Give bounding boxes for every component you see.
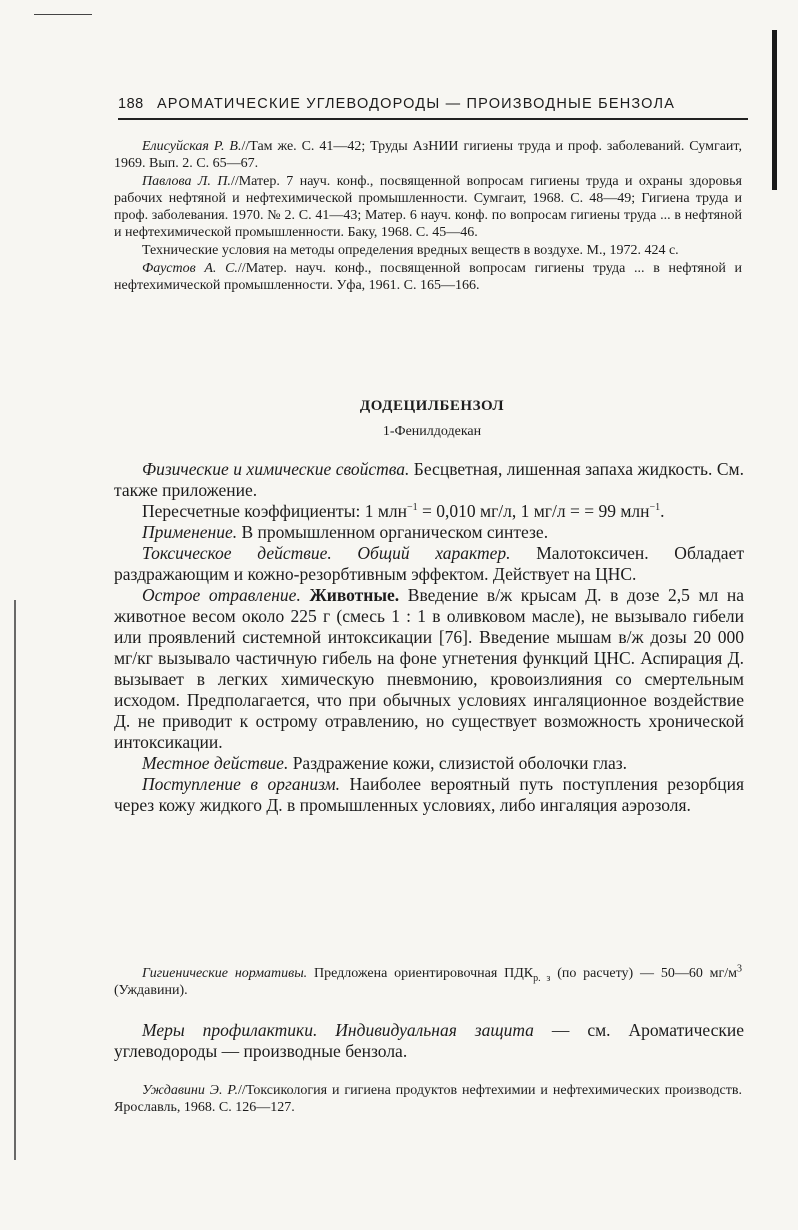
header-rule <box>118 118 748 120</box>
reference-item <box>114 138 742 172</box>
paragraph-properties <box>114 459 744 501</box>
reference-text: //Матер. 7 науч. конф., посвященной вопросам гигиены труда и охраны здоровья рабочих нефтяной и нефтехимической промышленности. Сумгаит, 1968. С. 48—49; Гигиена труда и проф. заболевания. 1970. № 2. С. 41—43; Матер. 6 науч. конф. по вопросам гигиены труда ... в нефтяной и нефтехимической промышленности. Баку, 1968. С. 45—46. <box>114 174 742 240</box>
reference-author: Фаустов А. С. <box>142 261 238 276</box>
paragraph-acute <box>114 585 744 753</box>
reference-item <box>114 242 742 259</box>
scan-artifact-top <box>34 14 92 15</box>
reference-text: //Токсикология и гигиена продуктов нефтехимии и нефтехимических производств. Ярославль, 1968. С. 126—127. <box>114 1083 742 1115</box>
norms-text-a: Предложена ориентировочная ПДК <box>307 966 534 981</box>
paragraph-application <box>114 522 744 543</box>
heading-toxic: Токсическое действие. Общий характер. <box>142 543 511 563</box>
hygiene-norms <box>114 965 742 999</box>
text-prophylaxis: — см. Ароматические углеводороды — производные бензола. <box>114 1020 744 1061</box>
paragraph-local <box>114 753 744 774</box>
heading-prophylaxis: Меры профилактики. Индивидуальная защита <box>142 1020 534 1040</box>
text-properties: Бесцветная, лишенная запаха жидкость. См. также приложение. <box>114 459 744 500</box>
paragraph-toxic <box>114 543 744 585</box>
conversion-text-b: = 0,010 мг/л, 1 мг/л = = 99 млн <box>417 501 650 521</box>
reference-author: Елисуйская Р. В. <box>142 139 242 154</box>
heading-application: Применение. <box>142 522 238 542</box>
prophylaxis <box>114 1020 744 1062</box>
norms-sup: 3 <box>737 963 742 975</box>
text-acute: Введение в/ж крысам Д. в дозе 2,5 мл на животное весом около 225 г (смесь 1 : 1 в оливковом масле), не вызывало гибели или проявлений системной интоксикации [76]. Введение мышам в/ж дозы 20 000 мг/кг вызывало частичную гибель на фоне угнетения функций ЦНС. Аспирация Д. вызывает в легких химическую пневмонию, кровоизлияния со смертельным исходом. Предполагается, что при обычных условиях ингаляционное воздействие Д. не приводит к острому отравлению, но существует возможность хронической интоксикации. <box>114 585 745 752</box>
heading-acute: Острое отравление. <box>142 585 301 605</box>
section-subtitle: 1-Фенилдодекан <box>382 424 482 439</box>
references-bottom <box>114 1082 742 1116</box>
conversion-sup-1: −1 <box>407 502 418 514</box>
page-number: 188 <box>118 96 144 112</box>
reference-item <box>114 173 742 241</box>
reference-item <box>114 260 742 294</box>
running-header <box>118 96 698 112</box>
paragraph-conversion <box>114 501 744 522</box>
scan-artifact-right <box>772 30 777 190</box>
running-title: АРОМАТИЧЕСКИЕ УГЛЕВОДОРОДЫ — ПРОИЗВОДНЫЕ БЕНЗОЛА <box>156 96 676 112</box>
norms-text-c: (Уждавини). <box>114 983 188 998</box>
conversion-text-c: . <box>660 501 665 521</box>
reference-text: //Там же. С. 41—42; Труды АзНИИ гигиены труда и проф. заболеваний. Сумгаит, 1969. Вып. 2. С. 65—67. <box>114 139 742 171</box>
heading-animals: Животные. <box>300 585 400 605</box>
paragraph-intake <box>114 774 744 816</box>
reference-text: //Матер. науч. конф., посвященной вопросам гигиены труда ... в нефтяной и нефтехимической промышленности. Уфа, 1961. С. 165—166. <box>114 261 742 293</box>
scan-artifact-left <box>14 600 16 1160</box>
text-toxic: Малотоксичен. Обладает раздражающим и кожно-резорбтивным эффектом. Действует на ЦНС. <box>114 543 744 584</box>
reference-author: Павлова Л. П. <box>142 174 231 189</box>
heading-norms: Гигиенические нормативы. <box>142 966 308 981</box>
norms-sub: р. з <box>533 972 551 984</box>
text-intake: Наиболее вероятный путь поступления резорбция через кожу жидкого Д. в промышленных условиях, либо ингаляция аэрозоля. <box>114 774 745 815</box>
norms-text-b: (по расчету) — 50—60 мг/м <box>550 966 737 981</box>
reference-item <box>114 1082 742 1116</box>
article-body <box>114 459 744 816</box>
text-application: В промышленном органическом синтезе. <box>237 522 549 542</box>
paragraph-norms <box>114 965 742 999</box>
conversion-sup-2: −1 <box>649 502 661 514</box>
conversion-text-a: Пересчетные коэффициенты: 1 млн <box>142 501 407 521</box>
heading-intake: Поступление в организм. <box>142 774 341 794</box>
heading-properties: Физические и химические свойства. <box>142 459 410 479</box>
paragraph-prophylaxis <box>114 1020 744 1062</box>
reference-author: Уждавини Э. Р. <box>142 1083 239 1098</box>
heading-local: Местное действие. <box>142 753 289 773</box>
section-title: ДОДЕЦИЛБЕНЗОЛ <box>359 398 505 414</box>
reference-text: Технические условия на методы определения вредных веществ в воздухе. М., 1972. 424 с. <box>142 243 679 258</box>
references-top <box>114 138 742 295</box>
text-local: Раздражение кожи, слизистой оболочки глаз. <box>288 753 627 773</box>
